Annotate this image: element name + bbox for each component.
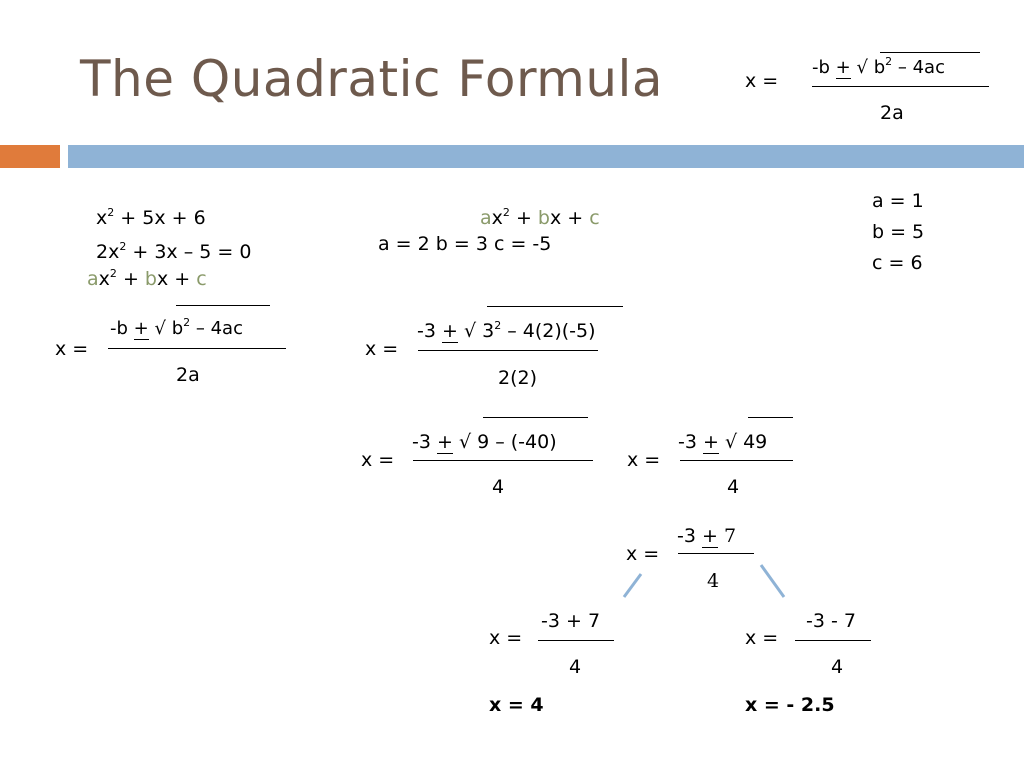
page-title: The Quadratic Formula — [80, 50, 664, 108]
branch-line-right — [761, 565, 784, 597]
formula-denominator: 4 — [707, 570, 720, 592]
formula-lhs: x = — [745, 627, 779, 649]
formula-lhs: x = — [489, 627, 523, 649]
formula-denominator: 2a — [880, 102, 904, 124]
general-form-left: $ax^2$ + bx + c — [87, 266, 207, 290]
formula-lhs: x = — [55, 338, 89, 360]
coef-a: a = 1 — [872, 190, 924, 212]
formula-denominator: 4 — [569, 656, 582, 678]
formula-lhs: x = — [745, 70, 779, 92]
coef-c: c = 6 — [872, 252, 923, 274]
general-form-center: $ax^2$ + bx + c — [480, 205, 600, 229]
branch-line-left — [624, 574, 641, 597]
formula-denominator: 2a — [176, 364, 200, 386]
formula-numerator: -3 + √ 9 – (-40) — [412, 431, 557, 453]
formula-numerator: -b + √ $b^2 - 4ac$ — [812, 55, 945, 78]
fraction-bar — [538, 640, 614, 641]
fraction-bar — [795, 640, 871, 641]
result-x-neg-2-5: x = - 2.5 — [745, 694, 835, 716]
formula-numerator: -3 + √ 49 — [678, 431, 768, 453]
formula-denominator: 4 — [492, 476, 505, 498]
example-1: $x^2 + 5x + 6$ — [96, 205, 206, 229]
formula-denominator: 2(2) — [498, 367, 538, 389]
coef-b: b = 5 — [872, 221, 925, 243]
formula-lhs: x = — [627, 449, 661, 471]
formula-lhs: x = — [365, 338, 399, 360]
formula-numerator: -3 + 7 — [677, 525, 737, 547]
formula-numerator: -3 + 7 — [541, 610, 601, 632]
example-2-coefficients: a = 2 b = 3 c = -5 — [378, 233, 552, 255]
example-2: $2x^2 + 3x - 5 = 0$ — [96, 239, 252, 263]
formula-numerator: -b + √ $b^2 - 4ac$ — [110, 316, 243, 339]
result-x-4: x = 4 — [489, 694, 544, 716]
formula-denominator: 4 — [831, 656, 844, 678]
formula-numerator: -3 + √ $3^2 - 4(2)(-5)$ — [417, 318, 596, 342]
formula-denominator: 4 — [727, 476, 740, 498]
formula-lhs: x = — [361, 449, 395, 471]
formula-lhs: x = — [626, 543, 660, 565]
formula-numerator: -3 - 7 — [806, 610, 856, 632]
